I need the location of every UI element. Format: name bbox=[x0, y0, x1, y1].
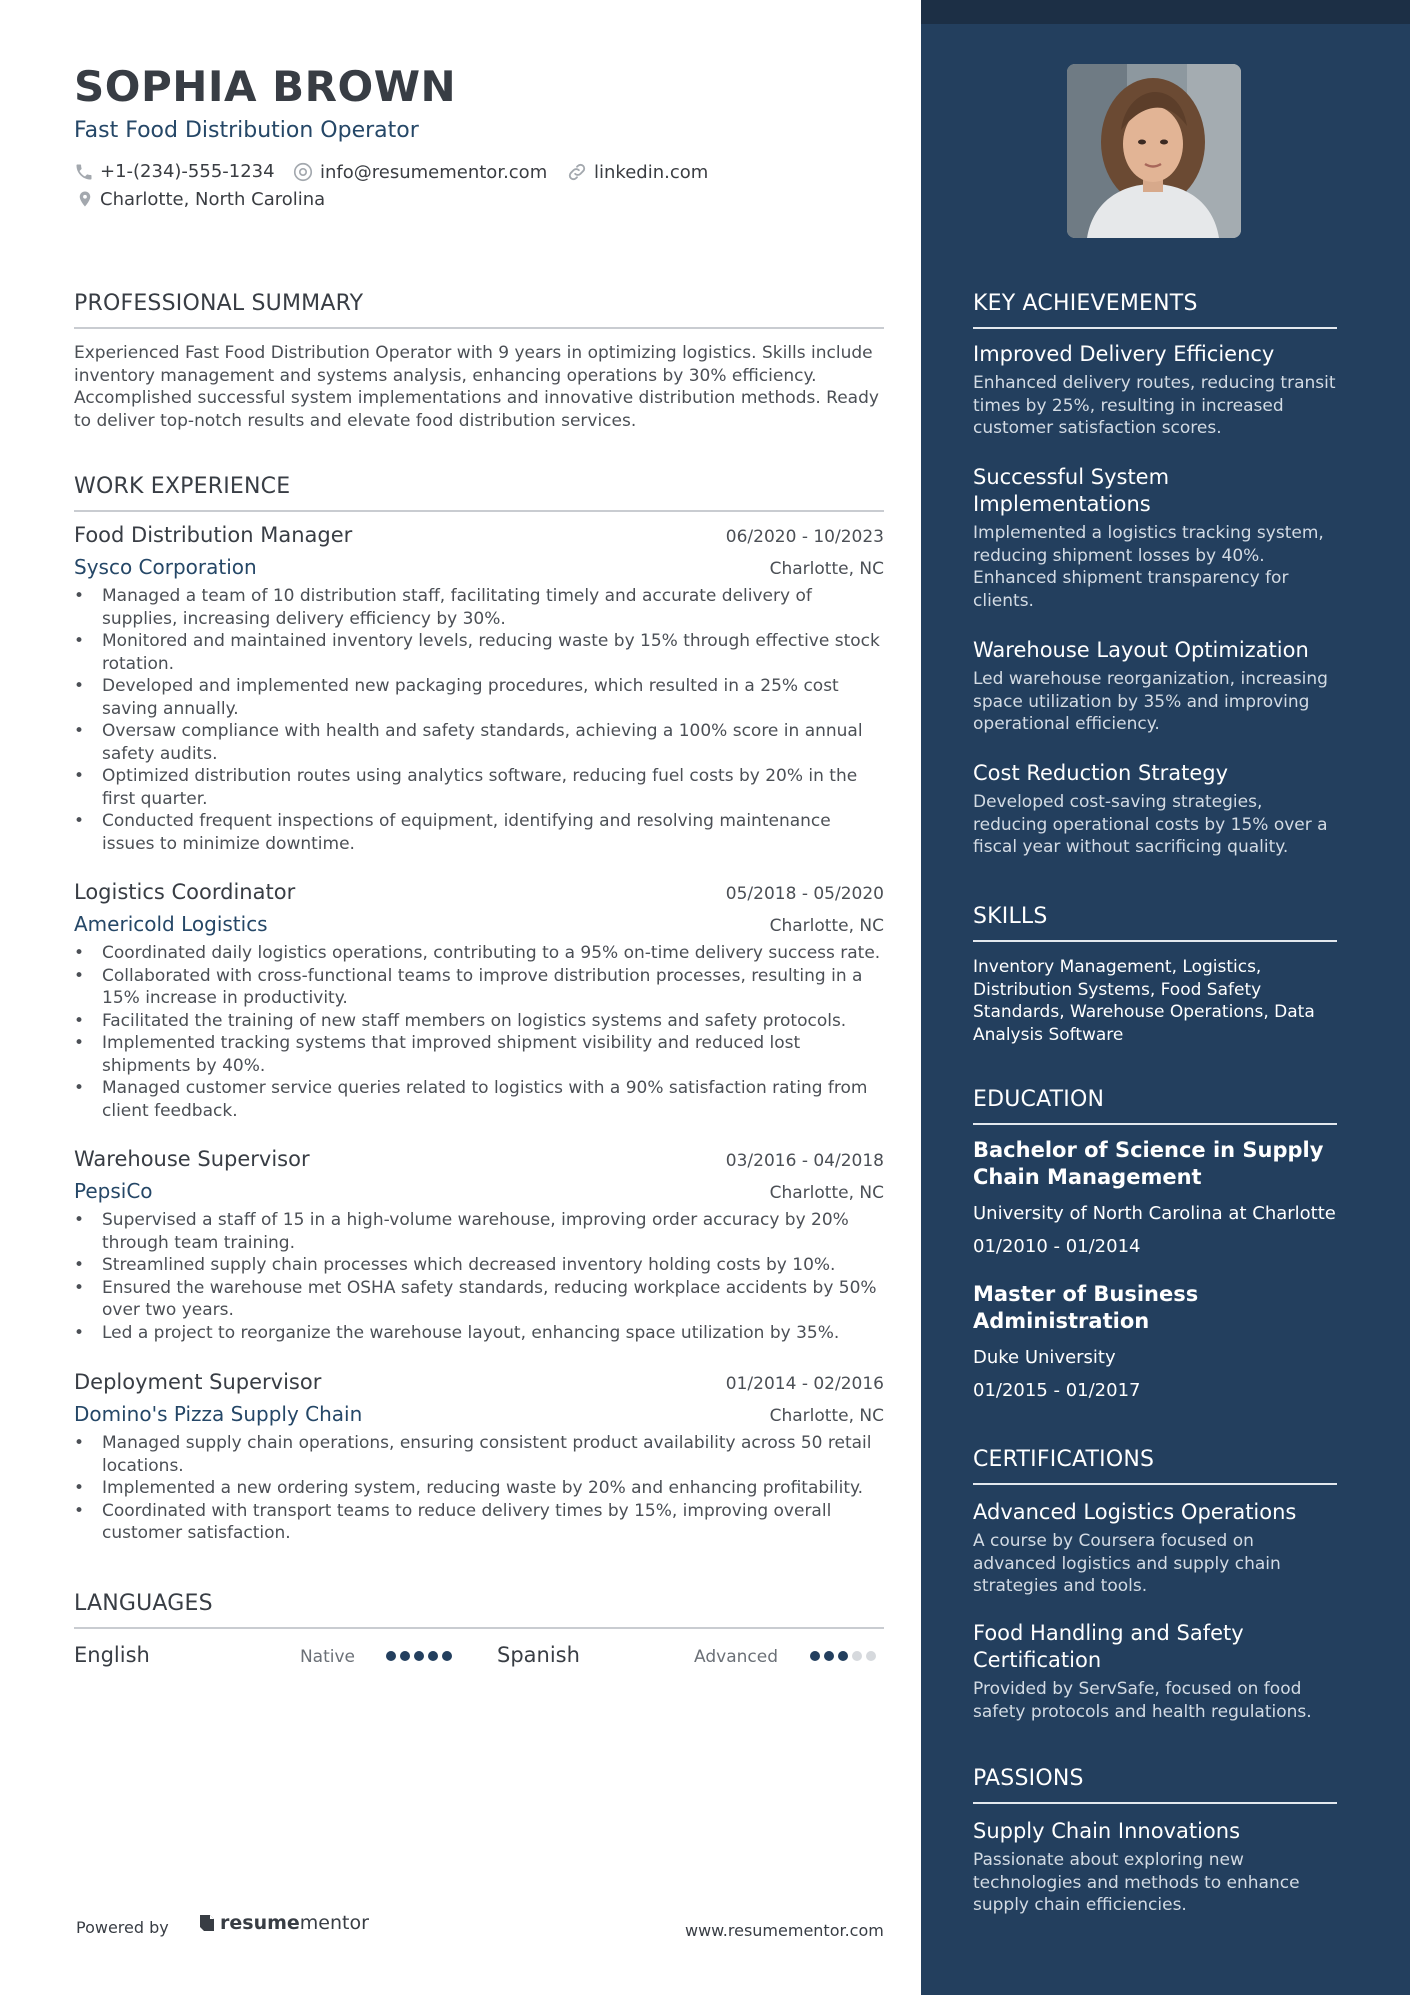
job-title: Food Distribution Manager bbox=[74, 523, 353, 547]
bullet-item: • Conducted frequent inspections of equipment, identifying and resolving maintenance issues to minimize downtime. bbox=[74, 810, 884, 855]
location-text: Charlotte, North Carolina bbox=[100, 188, 326, 210]
job-bullets bbox=[74, 1432, 884, 1545]
language-level: Native bbox=[299, 1647, 355, 1667]
rating-dot-filled bbox=[838, 1651, 848, 1661]
rating-dot-filled bbox=[386, 1651, 396, 1661]
job-dates: 01/2014 - 02/2016 bbox=[725, 1374, 884, 1394]
language-level: Advanced bbox=[694, 1647, 778, 1667]
powered-by-label: Powered by bbox=[76, 1918, 169, 1937]
achievement-title: Improved Delivery Efficiency bbox=[973, 342, 1275, 366]
achievement-title: Warehouse Layout Optimization bbox=[973, 638, 1309, 662]
job-entry bbox=[74, 1370, 884, 1545]
sidebar bbox=[921, 0, 1410, 1995]
achievement-item bbox=[973, 341, 1337, 440]
rating-dot-empty bbox=[866, 1651, 876, 1661]
location-contact bbox=[76, 188, 325, 210]
education-dates: 01/2015 - 01/2017 bbox=[973, 1380, 1141, 1401]
achievement-text: Led warehouse reorganization, increasing space utilization by 35% and improving operational efficiency. bbox=[973, 669, 1328, 734]
language-name: English bbox=[74, 1643, 150, 1667]
bullet-item: • Collaborated with cross-functional teams to improve distribution processes, resulting in a 15% increase in productivity. bbox=[74, 965, 884, 1010]
job-dates: 06/2020 - 10/2023 bbox=[725, 527, 884, 547]
job-location: Charlotte, NC bbox=[769, 1406, 884, 1426]
certification-item bbox=[973, 1620, 1337, 1723]
brand-mark-icon bbox=[198, 1913, 216, 1933]
footer-site-link[interactable]: www.resumementor.com bbox=[685, 1921, 884, 1940]
language-name: Spanish bbox=[497, 1643, 580, 1667]
achievement-title: Successful System Implementations bbox=[973, 465, 1170, 516]
skills-text: Inventory Management, Logistics, Distribution Systems, Food Safety Standards, Warehouse Operations, Data Analysis Software bbox=[973, 957, 1315, 1045]
bullet-item: • Led a project to reorganize the warehouse layout, enhancing space utilization by 35%. bbox=[74, 1322, 884, 1345]
bullet-item: • Coordinated daily logistics operations, contributing to a 95% on-time delivery success rate. bbox=[74, 942, 884, 965]
achievement-text: Enhanced delivery routes, reducing transit times by 25%, resulting in increased customer satisfaction scores. bbox=[973, 373, 1336, 438]
phone-text: +1-(234)-555-1234 bbox=[100, 161, 275, 182]
rating-dot-filled bbox=[824, 1651, 834, 1661]
passion-text: Passionate about exploring new technologies and methods to enhance supply chain efficiencies. bbox=[973, 1850, 1300, 1915]
education-item bbox=[973, 1137, 1337, 1257]
skills-list bbox=[973, 956, 1337, 1046]
education-school: University of North Carolina at Charlotte bbox=[973, 1203, 1336, 1224]
bullet-item: • Coordinated with transport teams to reduce delivery times by 15%, improving overall customer satisfaction. bbox=[74, 1500, 884, 1545]
candidate-name: SOPHIA BROWN bbox=[74, 62, 457, 111]
certification-title: Advanced Logistics Operations bbox=[973, 1500, 1297, 1524]
bullet-item: • Managed customer service queries related to logistics with a 90% satisfaction rating from client feedback. bbox=[74, 1077, 884, 1122]
location-pin-icon bbox=[76, 188, 94, 210]
passion-title: Supply Chain Innovations bbox=[973, 1819, 1241, 1843]
rating-dot-filled bbox=[400, 1651, 410, 1661]
email-contact[interactable] bbox=[292, 161, 547, 183]
linkedin-text: linkedin.com bbox=[594, 161, 709, 183]
job-bullets bbox=[74, 1209, 884, 1344]
brand-bold: resume bbox=[220, 1912, 300, 1934]
at-sign-icon bbox=[292, 161, 314, 183]
job-dates: 03/2016 - 04/2018 bbox=[725, 1151, 884, 1171]
education-heading: EDUCATION bbox=[973, 1087, 1337, 1125]
achievement-title: Cost Reduction Strategy bbox=[973, 761, 1228, 785]
achievements-heading: KEY ACHIEVEMENTS bbox=[973, 291, 1337, 329]
education-school: Duke University bbox=[973, 1347, 1116, 1368]
link-icon bbox=[566, 161, 588, 183]
job-location: Charlotte, NC bbox=[769, 916, 884, 936]
language-rating bbox=[386, 1651, 452, 1661]
rating-dot-filled bbox=[414, 1651, 424, 1661]
achievement-item bbox=[973, 637, 1337, 736]
rating-dot-empty bbox=[852, 1651, 862, 1661]
certification-item bbox=[973, 1499, 1337, 1598]
certification-text: Provided by ServSafe, focused on food safety protocols and health regulations. bbox=[973, 1679, 1312, 1722]
email-text: info@resumementor.com bbox=[320, 161, 548, 183]
bullet-item: • Monitored and maintained inventory levels, reducing waste by 15% through effective stock rotation. bbox=[74, 630, 884, 675]
achievement-item bbox=[973, 464, 1337, 612]
job-entry bbox=[74, 1147, 884, 1344]
bullet-item: • Oversaw compliance with health and safety standards, achieving a 100% score in annual safety audits. bbox=[74, 720, 884, 765]
job-title: Warehouse Supervisor bbox=[74, 1147, 310, 1171]
passion-item bbox=[973, 1818, 1337, 1917]
rating-dot-filled bbox=[428, 1651, 438, 1661]
job-company: Americold Logistics bbox=[74, 912, 268, 936]
job-title: Logistics Coordinator bbox=[74, 880, 296, 904]
achievement-item bbox=[973, 760, 1337, 859]
skills-heading: SKILLS bbox=[973, 904, 1337, 942]
job-company: Sysco Corporation bbox=[74, 555, 257, 579]
education-item bbox=[973, 1281, 1337, 1401]
phone-contact[interactable] bbox=[74, 161, 275, 182]
bullet-item: • Supervised a staff of 15 in a high-volume warehouse, improving order accuracy by 20% through team training. bbox=[74, 1209, 884, 1254]
bullet-item: • Implemented a new ordering system, reducing waste by 20% and enhancing profitability. bbox=[74, 1477, 884, 1500]
job-location: Charlotte, NC bbox=[769, 559, 884, 579]
languages-heading: LANGUAGES bbox=[74, 1591, 884, 1629]
brand-logo[interactable] bbox=[198, 1912, 369, 1934]
job-entry bbox=[74, 880, 884, 1122]
experience-heading: WORK EXPERIENCE bbox=[74, 474, 884, 512]
brand-light: mentor bbox=[299, 1912, 369, 1934]
phone-icon bbox=[74, 162, 94, 182]
portrait-image bbox=[1067, 64, 1241, 238]
education-degree: Master of Business Administration bbox=[973, 1282, 1199, 1333]
bullet-item: • Streamlined supply chain processes which decreased inventory holding costs by 10%. bbox=[74, 1254, 884, 1277]
rating-dot-filled bbox=[810, 1651, 820, 1661]
candidate-role: Fast Food Distribution Operator bbox=[74, 118, 419, 143]
bullet-item: • Developed and implemented new packaging procedures, which resulted in a 25% cost saving annually. bbox=[74, 675, 884, 720]
job-location: Charlotte, NC bbox=[769, 1183, 884, 1203]
rating-dot-filled bbox=[442, 1651, 452, 1661]
achievement-text: Implemented a logistics tracking system, reducing shipment losses by 40%. Enhanced shipment transparency for clients. bbox=[973, 523, 1324, 611]
bullet-item: • Facilitated the training of new staff members on logistics systems and safety protocols. bbox=[74, 1010, 884, 1033]
summary-heading: PROFESSIONAL SUMMARY bbox=[74, 291, 884, 329]
job-bullets bbox=[74, 585, 884, 855]
bullet-item: • Implemented tracking systems that improved shipment visibility and reduced lost shipments by 40%. bbox=[74, 1032, 884, 1077]
bullet-item: • Ensured the warehouse met OSHA safety standards, reducing workplace accidents by 50% over two years. bbox=[74, 1277, 884, 1322]
summary-text: Experienced Fast Food Distribution Operator with 9 years in optimizing logistics. Skills include inventory management and systems analysis, enhancing operations by 30% efficiency. Accomplished successful system implementations and innovative distribution methods. Ready to deliver top-notch results and elevate food distribution services. bbox=[74, 343, 879, 431]
language-rating bbox=[810, 1651, 876, 1661]
education-dates: 01/2010 - 01/2014 bbox=[973, 1236, 1141, 1257]
passions-heading: PASSIONS bbox=[973, 1766, 1337, 1804]
sidebar-top-strip bbox=[921, 0, 1410, 24]
certifications-heading: CERTIFICATIONS bbox=[973, 1447, 1337, 1485]
achievement-text: Developed cost-saving strategies, reducing operational costs by 15% over a fiscal year without sacrificing quality. bbox=[973, 792, 1328, 857]
job-title: Deployment Supervisor bbox=[74, 1370, 322, 1394]
job-bullets bbox=[74, 942, 884, 1122]
job-dates: 05/2018 - 05/2020 bbox=[725, 884, 884, 904]
education-degree: Bachelor of Science in Supply Chain Management bbox=[973, 1138, 1324, 1189]
certification-text: A course by Coursera focused on advanced logistics and supply chain strategies and tools. bbox=[973, 1531, 1281, 1596]
linkedin-contact[interactable] bbox=[566, 161, 708, 183]
bullet-item: • Managed a team of 10 distribution staff, facilitating timely and accurate delivery of supplies, increasing delivery efficiency by 30%. bbox=[74, 585, 884, 630]
bullet-item: • Optimized distribution routes using analytics software, reducing fuel costs by 20% in the first quarter. bbox=[74, 765, 884, 810]
job-company: Domino's Pizza Supply Chain bbox=[74, 1402, 363, 1426]
profile-photo bbox=[1067, 64, 1241, 238]
job-company: PepsiCo bbox=[74, 1179, 153, 1203]
job-entry bbox=[74, 523, 884, 855]
bullet-item: • Managed supply chain operations, ensuring consistent product availability across 50 retail locations. bbox=[74, 1432, 884, 1477]
certification-title: Food Handling and Safety Certification bbox=[973, 1621, 1244, 1672]
